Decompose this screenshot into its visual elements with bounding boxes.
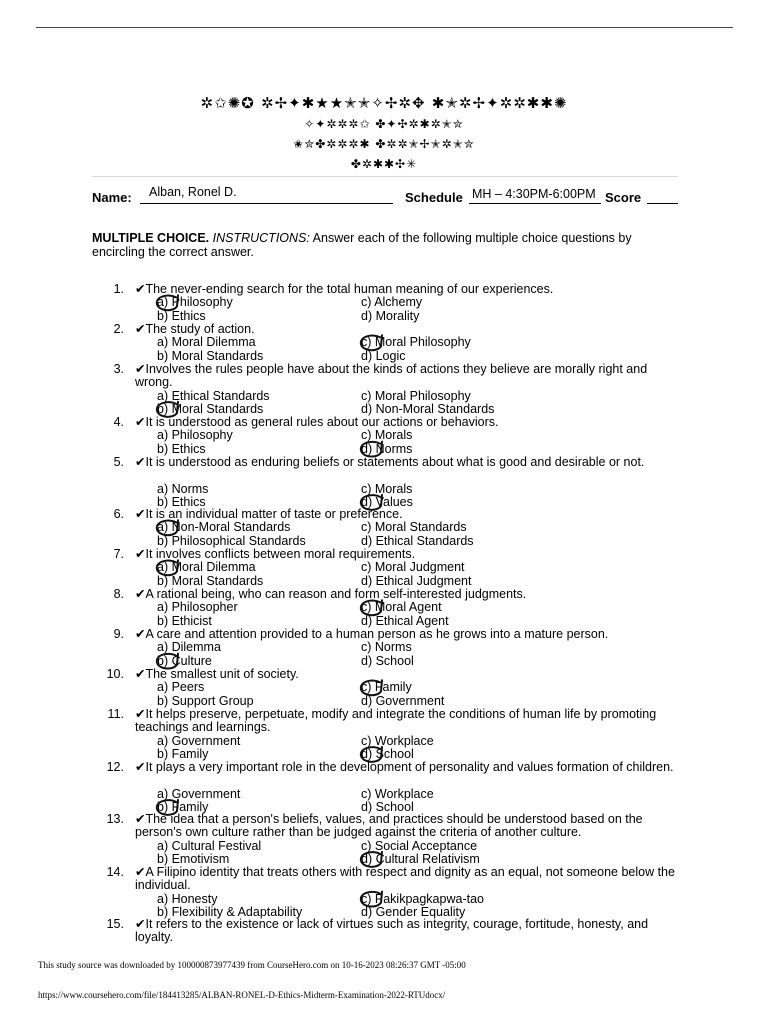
question-text: ✔Involves the rules people have about the kinds of actions they believe are morally right and wrong. (135, 362, 648, 390)
option-d[interactable]: d) Government (361, 693, 445, 708)
question-text: ✔A care and attention provided to a human person as he grows into a mature person. (135, 627, 609, 641)
option-d[interactable]: d) Morality (361, 308, 420, 323)
question-number: 14. (106, 865, 124, 879)
question-number: 12. (106, 760, 124, 774)
option-d[interactable]: d) Logic (361, 348, 406, 363)
title-line-3: ✬✮✤✲✲✲✱ ✤✲✲✭✢✭✲✭✮ (293, 137, 475, 151)
option-a[interactable]: a) Peers (157, 680, 205, 695)
question-number: 2. (113, 322, 124, 336)
question-number: 11. (107, 707, 124, 721)
question-number: 9. (113, 627, 124, 641)
question-text: ✔The idea that a person's beliefs, values, and practices should be understood based on the person's own culture rather than be judged against the criteria of another culture. (135, 812, 643, 840)
question-text: ✔It is understood as general rules about our actions or behaviors. (135, 415, 499, 429)
option-b[interactable]: b) Philosophical Standards (157, 533, 306, 548)
question-number: 7. (113, 547, 124, 561)
question-number: 1. (113, 282, 124, 296)
question-text: ✔It plays a very important role in the development of personality and values formation of children. (135, 760, 674, 774)
option-b[interactable]: b) Moral Standards (157, 573, 264, 588)
option-a[interactable]: a) Philosopher (157, 600, 238, 615)
question-text: ✔A Filipino identity that treats others with respect and dignity as an equal, not someone below the individual. (135, 865, 675, 893)
instructions-label: INSTRUCTIONS: (212, 231, 310, 245)
option-b[interactable]: b) Support Group (157, 693, 254, 708)
question-number: 15. (106, 917, 124, 931)
question-text: ✔It helps preserve, perpetuate, modify and integrate the conditions of human life by promoting teachings and learnings. (135, 707, 657, 735)
top-rule (36, 27, 733, 28)
name-label: Name: (92, 190, 132, 205)
option-d[interactable]: d) Cultural Relativism (361, 851, 480, 866)
option-b[interactable]: b) Moral Standards (157, 348, 264, 363)
option-a[interactable]: a) Non-Moral Standards (157, 520, 291, 535)
option-a[interactable]: a) Ethical Standards (157, 388, 270, 403)
score-label: Score (605, 190, 642, 205)
instructions-heading: MULTIPLE CHOICE. (92, 231, 210, 245)
student-info-row (92, 182, 682, 208)
question-number: 4. (113, 415, 124, 429)
option-d[interactable]: d) School (361, 799, 414, 814)
schedule-value[interactable]: MH – 4:30PM-6:00PM (472, 187, 596, 201)
question-text: ✔It refers to the existence or lack of virtues such as integrity, courage, fortitude, honesty, and loyalty. (135, 917, 649, 945)
option-c[interactable]: c) Morals (361, 428, 413, 443)
option-b[interactable]: b) Culture (157, 653, 212, 668)
schedule-line (469, 203, 601, 204)
schedule-label: Schedule (405, 190, 463, 205)
download-notice: This study source was downloaded by 100000873977439 from CourseHero.com on 10-16-2023 08:26:37 GMT -05:00 (38, 960, 466, 970)
option-b[interactable]: b) Ethics (157, 494, 206, 509)
option-b[interactable]: b) Emotivism (157, 851, 230, 866)
instructions (92, 231, 652, 259)
question-text: ✔It involves conflicts between moral requirements. (135, 547, 416, 561)
instructions-text: Answer each of the following multiple choice questions by encircling the correct answer. (92, 231, 632, 259)
option-c[interactable]: c) Moral Agent (361, 600, 442, 615)
option-c[interactable]: c) Moral Judgment (361, 560, 465, 575)
option-d[interactable]: d) School (361, 746, 414, 761)
option-c[interactable]: c) Family (361, 680, 412, 695)
option-b[interactable]: b) Family (157, 799, 209, 814)
header-rule (92, 176, 678, 177)
option-a[interactable]: a) Dilemma (157, 640, 221, 655)
question-text: ✔It is an individual matter of taste or preference. (135, 507, 403, 521)
question-text: ✔A rational being, who can reason and form self-interested judgments. (135, 587, 527, 601)
option-a[interactable]: a) Philosophy (157, 295, 233, 310)
option-c[interactable]: c) Social Acceptance (361, 838, 478, 853)
name-value[interactable]: Alban, Ronel D. (149, 185, 237, 199)
question-number: 6. (113, 507, 124, 521)
question-number: 10. (106, 667, 124, 681)
question-number: 8. (113, 587, 124, 601)
option-b[interactable]: b) Ethics (157, 441, 206, 456)
question-number: 5. (113, 455, 124, 469)
option-a[interactable]: a) Honesty (157, 891, 218, 906)
score-line[interactable] (647, 203, 678, 204)
option-d[interactable]: d) Norms (361, 441, 413, 456)
question-text: ✔The study of action. (135, 322, 255, 336)
option-d[interactable]: d) Values (361, 494, 413, 509)
option-b[interactable]: b) Family (157, 746, 209, 761)
option-a[interactable]: a) Moral Dilemma (157, 335, 256, 350)
option-c[interactable]: c) Alchemy (361, 295, 423, 310)
option-c[interactable]: c) Moral Philosophy (361, 388, 471, 403)
option-a[interactable]: a) Moral Dilemma (157, 560, 256, 575)
question-text: ✔The smallest unit of society. (135, 667, 299, 681)
option-c[interactable]: c) Workplace (361, 786, 434, 801)
option-d[interactable]: d) Ethical Standards (361, 533, 474, 548)
option-d[interactable]: d) Ethical Judgment (361, 573, 472, 588)
source-url[interactable]: https://www.coursehero.com/file/184413285/ALBAN-RONEL-D-Ethics-Midterm-Examination-2022-RTUdocx/ (38, 990, 446, 1000)
option-c[interactable]: c) Morals (361, 481, 413, 496)
title-block (0, 92, 768, 174)
question-number: 13. (106, 812, 124, 826)
option-d[interactable]: d) Non-Moral Standards (361, 401, 495, 416)
option-b[interactable]: b) Moral Standards (157, 401, 264, 416)
option-a[interactable]: a) Cultural Festival (157, 838, 262, 853)
option-c[interactable]: c) Workplace (361, 733, 434, 748)
option-d[interactable]: d) School (361, 653, 414, 668)
question-text: ✔The never-ending search for the total human meaning of our experiences. (135, 282, 554, 296)
option-a[interactable]: a) Norms (157, 481, 209, 496)
question-text: ✔It is understood as enduring beliefs or statements about what is good and desirable or not. (135, 455, 645, 469)
title-line-2: ✧✦✲✲✲✩ ✤✦✣✲✱✲✭✮ (304, 117, 464, 131)
option-c[interactable]: c) Moral Philosophy (361, 335, 471, 350)
option-d[interactable]: d) Gender Equality (361, 904, 466, 919)
option-a[interactable]: a) Government (157, 786, 241, 801)
title-line-1: ✲✩✺✪ ✲✢✦✱★★✭✭✧✢✲✥ ✱✭✲✢✦✲✲✱✱✺ (200, 94, 568, 112)
option-a[interactable]: a) Philosophy (157, 428, 233, 443)
name-line (140, 203, 393, 204)
option-a[interactable]: a) Government (157, 733, 241, 748)
option-b[interactable]: b) Ethicist (157, 613, 212, 628)
option-d[interactable]: d) Ethical Agent (361, 613, 449, 628)
option-b[interactable]: b) Flexibility & Adaptability (157, 904, 303, 919)
option-b[interactable]: b) Ethics (157, 308, 206, 323)
option-c[interactable]: c) Moral Standards (361, 520, 467, 535)
title-line-4: ✤✲✱✱✣✳ (350, 157, 418, 171)
question-number: 3. (113, 362, 124, 376)
option-c[interactable]: c) Pakikpagkapwa-tao (361, 891, 484, 906)
option-c[interactable]: c) Norms (361, 640, 412, 655)
